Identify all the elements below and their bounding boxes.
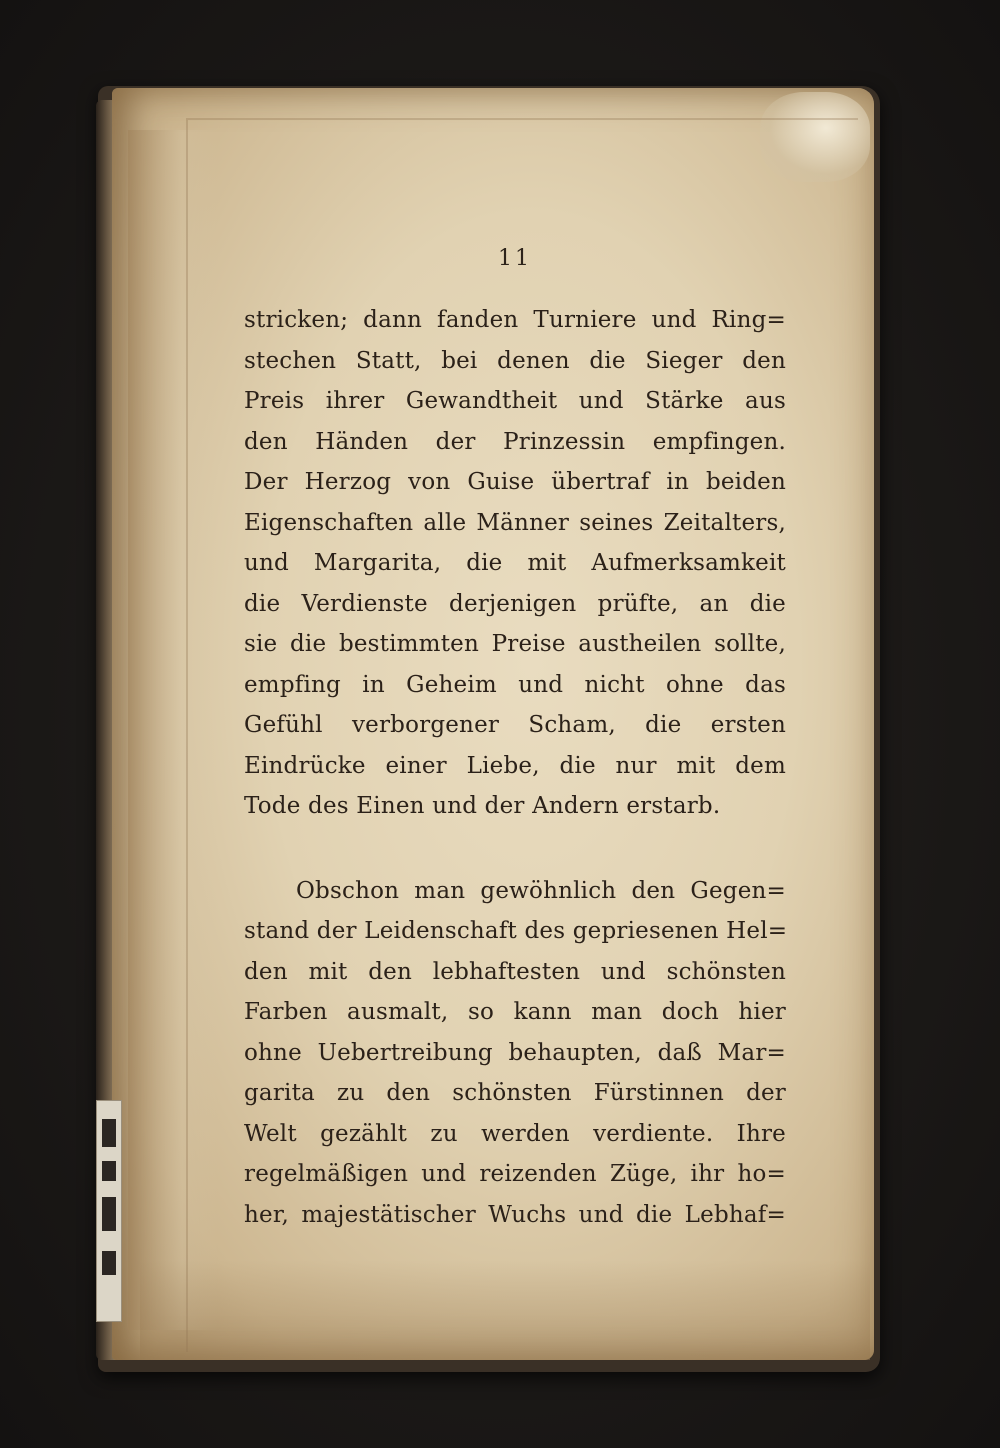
text-line: empfing in Geheim und nicht ohne das <box>244 671 786 698</box>
text-line: den Händen der Prinzessin empfingen. <box>244 428 786 455</box>
text-line: Tode des Einen und der Andern erstarb. <box>244 793 721 819</box>
text-line: sie die bestimmten Preise austheilen sollte, <box>244 631 786 657</box>
text-line: Welt gezählt zu werden verdiente. Ihre <box>244 1120 786 1147</box>
text-line: stechen Statt, bei denen die Sieger den <box>244 347 786 374</box>
text-line: Gefühl verborgener Scham, die ersten <box>244 712 786 738</box>
text-line: Eigenschaften alle Männer seines Zeitalters, <box>244 509 786 536</box>
text-line: die Verdienste derjenigen prüfte, an die <box>244 590 786 617</box>
text-line: her, majestätischer Wuchs und die Lebhaf= <box>244 1201 786 1228</box>
page-number: 11 <box>498 246 532 271</box>
text-line: und Margarita, die mit Aufmerksamkeit <box>244 550 786 576</box>
text-line: ohne Uebertreibung behaupten, daß Mar= <box>244 1039 786 1066</box>
paragraph-2 <box>244 871 786 1236</box>
paragraph-1 <box>244 300 786 827</box>
text-line: regelmäßigen und reizenden Züge, ihr ho= <box>244 1161 786 1187</box>
text-line: Der Herzog von Guise übertraf in beiden <box>244 469 786 495</box>
text-line: stand der Leidenschaft des gepriesenen Hel= <box>244 918 788 944</box>
library-label-tag <box>96 1100 122 1322</box>
text-line: Preis ihrer Gewandtheit und Stärke aus <box>244 388 786 414</box>
text-line: stricken; dann fanden Turniere und Ring= <box>244 307 786 333</box>
text-line: garita zu den schönsten Fürstinnen der <box>244 1080 786 1106</box>
text-line: Eindrücke einer Liebe, die nur mit dem <box>244 752 786 779</box>
text-line: Obschon man gewöhnlich den Gegen= <box>296 877 786 904</box>
body-text <box>244 300 786 1235</box>
text-line: den mit den lebhaftesten und schönsten <box>244 958 786 985</box>
text-line: Farben ausmalt, so kann man doch hier <box>244 999 786 1025</box>
